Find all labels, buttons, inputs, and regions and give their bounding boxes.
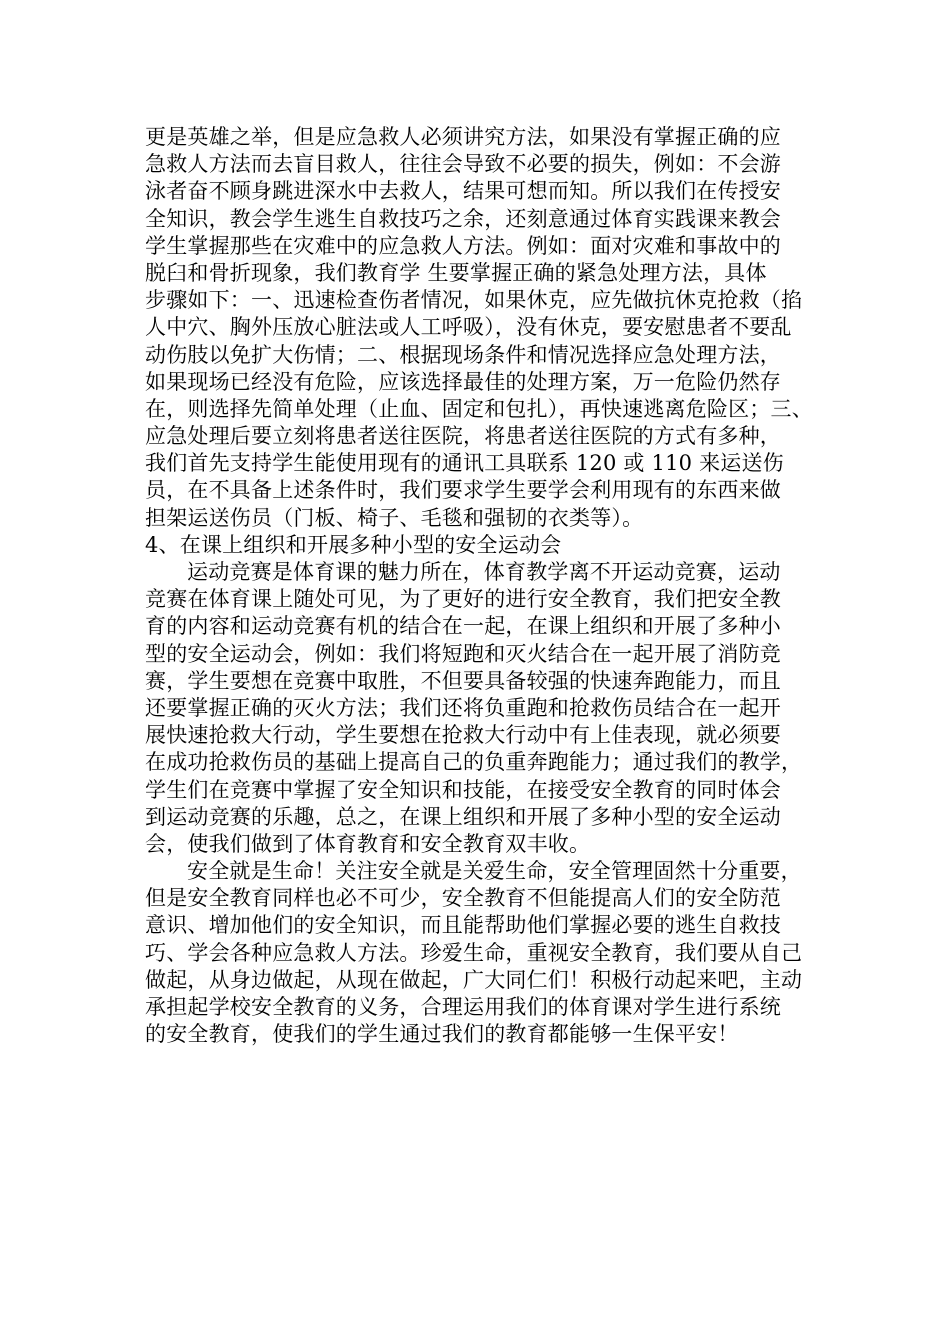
text-line: 应急处理后要立刻将患者送往医院，将患者送往医院的方式有多种， bbox=[145, 424, 781, 449]
text-line: 安全就是生命！关注安全就是关爱生命，安全管理固然十分重要， bbox=[187, 859, 802, 884]
paragraph-conclusion bbox=[145, 858, 813, 1048]
paragraph-sports-competition bbox=[145, 559, 813, 858]
paragraph-emergency-rescue bbox=[145, 124, 813, 532]
section-heading: 4、在课上组织和开展多种小型的安全运动会 bbox=[145, 532, 562, 557]
text-line: 脱臼和骨折现象，我们教育学 生要掌握正确的紧急处理方法，具体 bbox=[145, 260, 767, 285]
text-line: 育的内容和运动竞赛有机的结合在一起，在课上组织和开展了多种小 bbox=[145, 614, 781, 639]
text-line: 型的安全运动会，例如：我们将短跑和灭火结合在一起开展了消防竞 bbox=[145, 641, 781, 666]
text-line: 运动竞赛是体育课的魅力所在，体育教学离不开运动竞赛，运动 bbox=[187, 560, 781, 584]
text-line: 竞赛在体育课上随处可见，为了更好的进行安全教育，我们把安全教 bbox=[145, 587, 781, 612]
text-line: 展快速抢救大行动，学生要想在抢救大行动中有上佳表现，就必须要 bbox=[145, 723, 781, 748]
text-line: 步骤如下：一、迅速检查伤者情况，如果休克，应先做抗休克抢救（掐 bbox=[145, 288, 803, 313]
text-line: 在成功抢救伤员的基础上提高自己的负重奔跑能力；通过我们的教学， bbox=[145, 750, 803, 775]
text-line: 到运动竞赛的乐趣，总之，在课上组织和开展了多种小型的安全运动 bbox=[145, 804, 781, 829]
text-line: 赛，学生要想在竞赛中取胜，不但要具备较强的快速奔跑能力，而且 bbox=[145, 668, 781, 693]
text-line: 动伤肢以免扩大伤情；二、根据现场条件和情况选择应急处理方法， bbox=[145, 342, 781, 367]
text-line: 员，在不具备上述条件时，我们要求学生要学会利用现有的东西来做 bbox=[145, 478, 781, 503]
text-line: 我们首先支持学生能使用现有的通讯工具联系 120 或 110 来运送伤 bbox=[145, 451, 784, 476]
text-line: 全知识，教会学生逃生自救技巧之余，还刻意通过体育实践课来教会 bbox=[145, 206, 781, 231]
text-line: 还要掌握正确的灭火方法；我们还将负重跑和抢救伤员结合在一起开 bbox=[145, 695, 781, 720]
text-line: 学生掌握那些在灾难中的应急救人方法。例如：面对灾难和事故中的 bbox=[145, 233, 781, 258]
text-line: 做起，从身边做起，从现在做起，广大同仁们！积极行动起来吧，主动 bbox=[145, 967, 803, 992]
text-line: 意识、增加他们的安全知识，而且能帮助他们掌握必要的逃生自救技 bbox=[145, 913, 781, 938]
text-line: 如果现场已经没有危险，应该选择最佳的处理方案，万一危险仍然存 bbox=[145, 369, 781, 394]
text-line: 担架运送伤员（门板、椅子、毛毯和强韧的衣类等）。 bbox=[145, 505, 644, 530]
text-line: 巧、学会各种应急救人方法。珍爱生命，重视安全教育，我们要从自己 bbox=[145, 940, 803, 965]
text-line: 承担起学校安全教育的义务，合理运用我们的体育课对学生进行系统 bbox=[145, 995, 781, 1019]
document-page bbox=[145, 124, 813, 1048]
text-line: 但是安全教育同样也必不可少，安全教育不但能提高人们的安全防范 bbox=[145, 886, 781, 911]
text-line: 在，则选择先简单处理（止血、固定和包扎），再快速逃离危险区；三、 bbox=[145, 396, 813, 421]
text-line: 学生们在竞赛中掌握了安全知识和技能，在接受安全教育的同时体会 bbox=[145, 777, 781, 802]
text-line: 急救人方法而去盲目救人，往往会导致不必要的损失，例如：不会游 bbox=[145, 152, 781, 177]
text-line: 的安全教育，使我们的学生通过我们的教育都能够一生保平安！ bbox=[145, 1022, 739, 1047]
text-line: 会，使我们做到了体育教育和安全教育双丰收。 bbox=[145, 831, 591, 856]
text-line: 人中穴、胸外压放心脏法或人工呼吸），没有休克，要安慰患者不要乱 bbox=[145, 315, 792, 340]
text-line: 泳者奋不顾身跳进深水中去救人，结果可想而知。所以我们在传授安 bbox=[145, 179, 781, 204]
text-line: 更是英雄之举，但是应急救人必须讲究方法，如果没有掌握正确的应 bbox=[145, 125, 781, 149]
